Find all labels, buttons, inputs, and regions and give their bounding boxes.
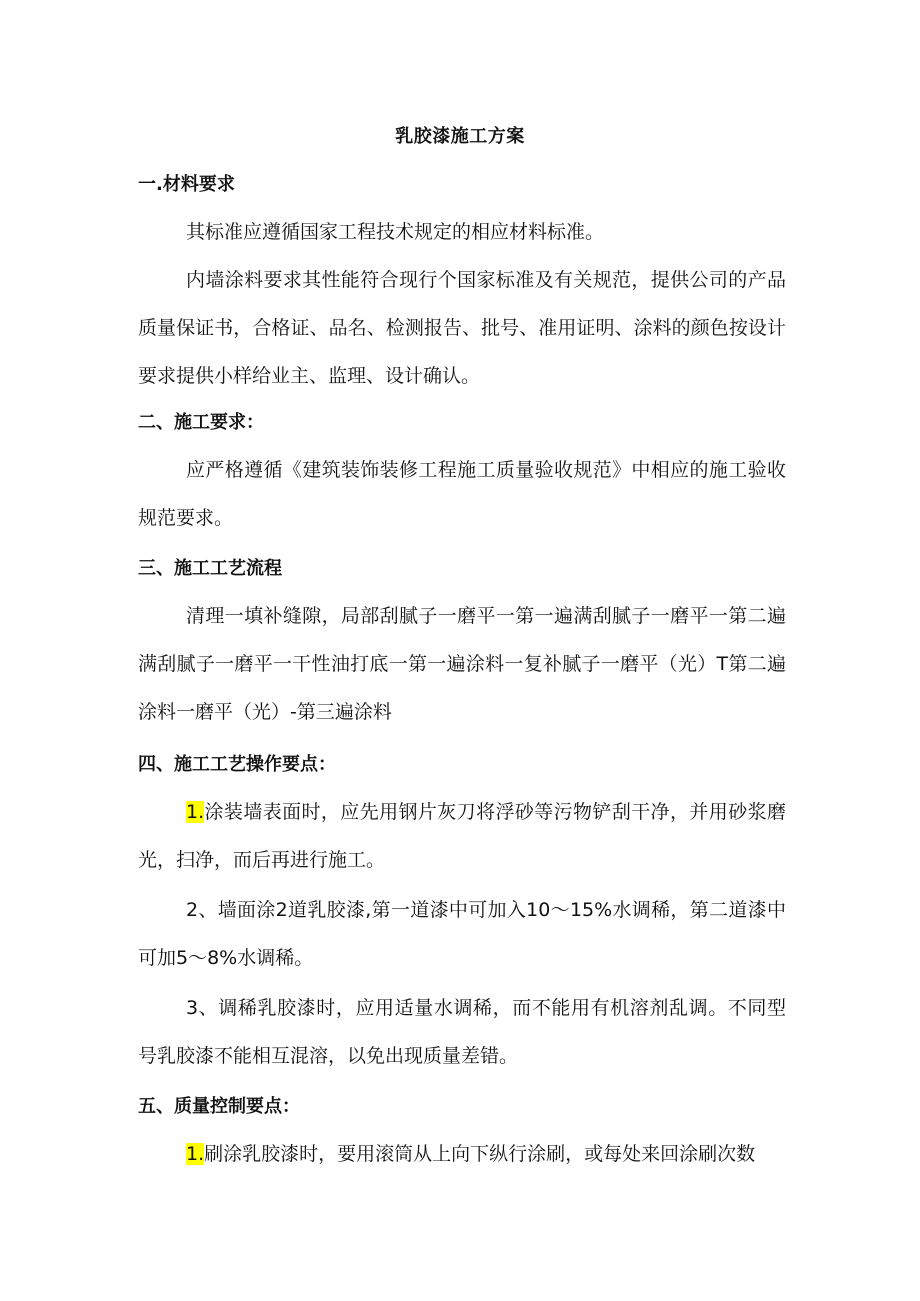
paragraph-process-flow: 清理一填补缝隙，局部刮腻子一磨平一第一遍满刮腻子一磨平一第二遍满刮腻子一磨平一干性油打底一第一遍涂料一复补腻子一磨平（光）T第二遍涂料一磨平（光）-第三遍涂料 [138,605,786,723]
section-heading-process-flow: 三、施工工艺流程 [138,558,282,579]
item-number-highlighted: 1. [186,1143,205,1165]
section-heading-quality-control: 五、质量控制要点： [138,1096,300,1117]
section-heading-operation-points: 四、施工工艺操作要点： [138,754,336,775]
item-text: 墙面涂2道乳胶漆,第一道漆中可加入10～15%水调稀，第二道漆中可加5～8%水调稀。 [138,899,786,969]
item-number-highlighted: 1. [186,801,205,823]
paragraph-materials-standard: 其标准应遵循国家工程技术规定的相应材料标准。 [186,221,605,243]
paragraph-materials-coating: 内墙涂料要求其性能符合现行个国家标准及有关规范，提供公司的产品质量保证书，合格证、品名、检测报告、批号、准用证明、涂料的颜色按设计要求提供小样给业主、监理、设计确认。 [138,269,786,387]
list-item-quality-1 [138,1130,786,1178]
item-number: 3、 [186,997,219,1019]
item-number: 2、 [186,899,218,921]
section-heading-materials: 一.材料要求 [138,174,235,195]
list-item-operation-3 [138,984,786,1080]
list-item-operation-2 [138,886,786,982]
item-text: 调稀乳胶漆时，应用适量水调稀，而不能用有机溶剂乱调。不同型号乳胶漆不能相互混溶，以免出现质量差错。 [138,997,786,1067]
paragraph-construction-requirements: 应严格遵循《建筑装饰装修工程施工质量验收规范》中相应的施工验收规范要求。 [138,459,786,529]
document-title: 乳胶漆施工方案 [395,126,525,147]
list-item-operation-1 [138,788,786,884]
item-text: 刷涂乳胶漆时，要用滚筒从上向下纵行涂刷，或每处来回涂刷次数 [204,1143,756,1165]
section-heading-construction-requirements: 二、施工要求： [138,412,264,433]
item-text: 涂装墙表面时，应先用钢片灰刀将浮砂等污物铲刮干净，并用砂浆磨光，扫净，而后再进行施工。 [138,801,786,871]
